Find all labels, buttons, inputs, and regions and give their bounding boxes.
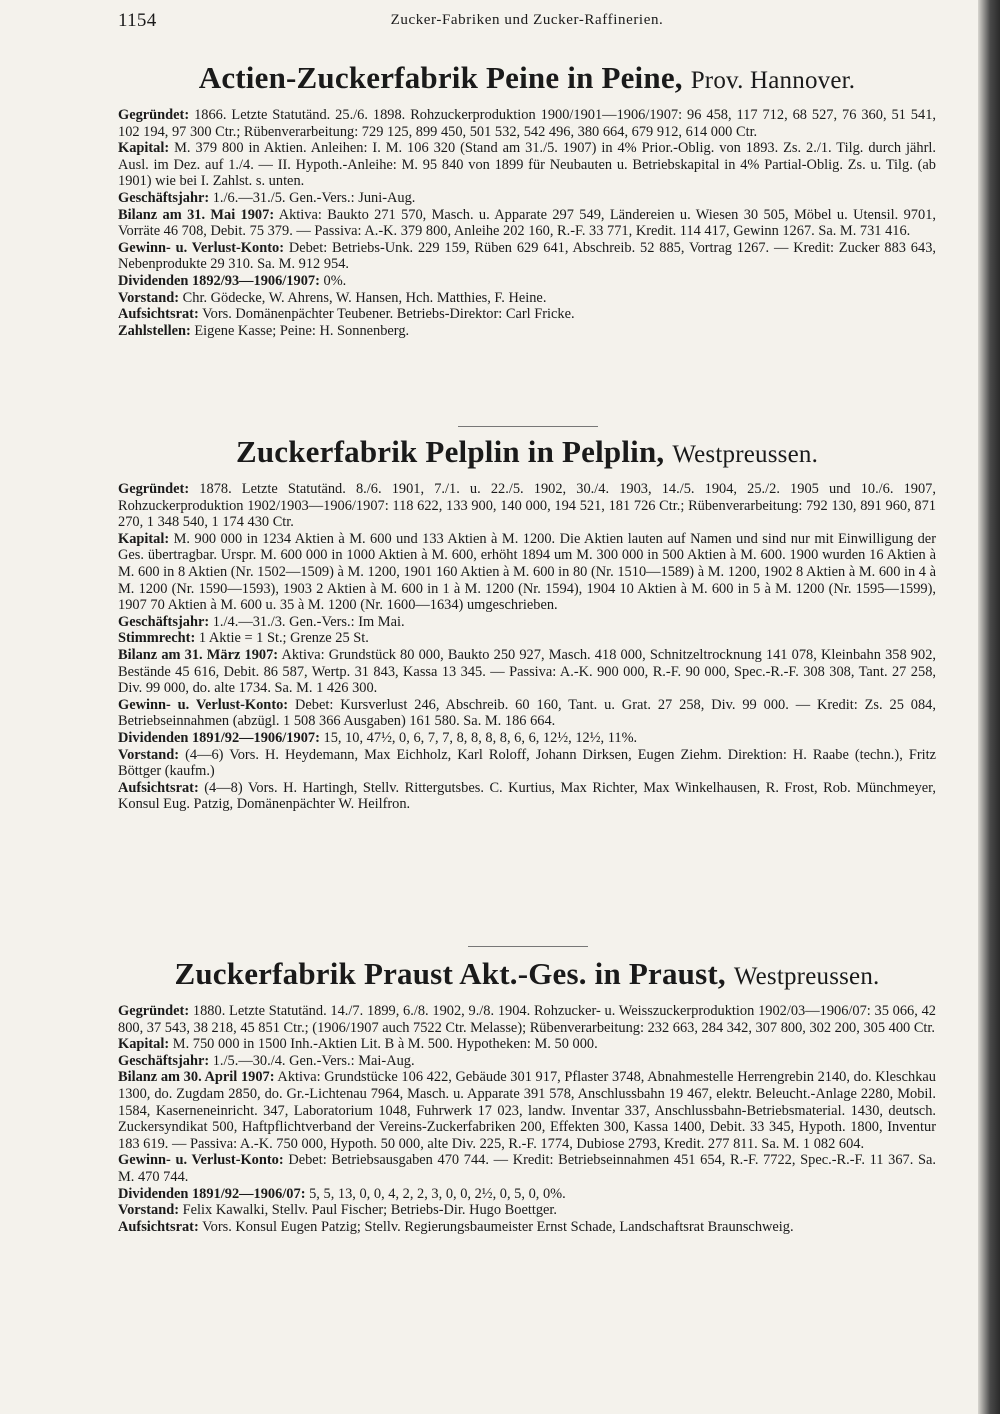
company-entry-peine: [118, 60, 936, 339]
entry-paragraph: [118, 1053, 936, 1070]
entry-paragraph: [118, 323, 936, 340]
paragraph-text: 1866. Letzte Statutänd. 25./6. 1898. Rohzuckerproduktion 1900/1901—1906/1907: 96 458, 117 712, 68 527, 76 360, 51 541, 102 194, 97 300 Ctr.; Rübenverarbeitung: 729 125, 899 450, 501 532, 542 496, 380 664, 679 912, 614 000 Ctr.: [118, 107, 936, 140]
paragraph-label: Zahlstellen:: [118, 322, 191, 339]
paragraph-label: Geschäftsjahr:: [118, 613, 210, 630]
paragraph-text: M. 750 000 in 1500 Inh.-Aktien Lit. B à M. 500. Hypotheken: M. 50 000.: [172, 1036, 598, 1053]
entry-paragraph: [118, 1186, 936, 1203]
paragraph-label: Kapital:: [118, 140, 170, 157]
section-divider: [468, 946, 588, 947]
paragraph-text: Debet: Betriebsausgaben 470 744. — Kredit: Betriebseinnahmen 451 654, R.-F. 7722, Spec.-R.-F. 11 367. Sa. M. 470 744.: [118, 1152, 936, 1185]
paragraph-label: Aufsichtsrat:: [118, 1218, 199, 1235]
paragraph-text: M. 900 000 in 1234 Aktien à M. 600 und 133 Aktien à M. 1200. Die Aktien lauten auf Namen und sind nur mit Einwilligung der Ges. übertragbar. Urspr. M. 600 000 in 1000 Aktien à M. 600, erhöht 1894 um M. 300 000 in 500 Aktien à M. 600. 1900 wurden 16 Aktien à M. 600 in 8 Aktien (Nr. 1502—1509) à M. 1200, 1901 160 Aktien à M. 600 in 80 (Nr. 1510—1589) à M. 1200, 1902 8 Aktien à M. 600 in 4 à M. 1200 (Nr. 1590—1593), 1903 2 Aktien à M. 600 in 1 à M. 1200 (Nr. 1594), 1904 10 Aktien à M. 600 in 5 à M. 1200 (Nr. 1595—1599), 1907 70 Aktien à M. 600 u. 35 à M. 1200 (Nr. 1600—1634) umgeschrieben.: [118, 530, 936, 614]
paragraph-text: Eigene Kasse; Peine: H. Sonnenberg.: [194, 322, 410, 339]
paragraph-label: Stimmrecht:: [118, 630, 196, 647]
paragraph-text: 1./5.—30./4. Gen.-Vers.: Mai-Aug.: [212, 1052, 415, 1069]
paragraph-text: 1./4.—31./3. Gen.-Vers.: Im Mai.: [212, 613, 405, 630]
document-page: [118, 0, 936, 1414]
company-entry-pelplin: [118, 434, 936, 813]
paragraph-text: M. 379 800 in Aktien. Anleihen: I. M. 106 320 (Stand am 31./5. 1907) in 4% Prior.-Oblig. von 1893. Zs. 2./1. Tilg. durch jährl. Ausl. im Dez. auf 1./4. — II. Hypoth.-Anleihe: M. 95 840 von 1899 für Neubauten u. Betriebskapital in 4% Partial-Oblig. Zs. u. Tilg. (ab 1901) wie bei I. Zahlst. s. unten.: [118, 140, 936, 190]
paragraph-label: Bilanz am 31. März 1907:: [118, 646, 279, 663]
entry-paragraph: [118, 1202, 936, 1219]
entry-title-main: Zuckerfabrik Praust Akt.-Ges. in Praust,: [174, 956, 726, 991]
paragraph-text: Chr. Gödecke, W. Ahrens, W. Hansen, Hch. Matthies, F. Heine.: [182, 289, 547, 306]
entry-paragraph: [118, 140, 936, 190]
paragraph-label: Aufsichtsrat:: [118, 779, 199, 796]
entry-paragraph: [118, 1219, 936, 1236]
paragraph-label: Dividenden 1892/93—1906/1907:: [118, 272, 320, 289]
page-header: [118, 10, 936, 40]
paragraph-label: Vorstand:: [118, 289, 180, 306]
paragraph-text: (4—8) Vors. H. Hartingh, Stellv. Rittergutsbes. C. Kurtius, Max Richter, Max Winkelhausen, R. Frost, Rob. Münchmeyer, Konsul Eug. Patzig, Domänenpächter W. Heilfron.: [118, 779, 936, 813]
paragraph-label: Vorstand:: [118, 1202, 180, 1219]
entry-paragraph: [118, 747, 936, 780]
paragraph-label: Geschäftsjahr:: [118, 1052, 210, 1069]
entry-title-region: Westpreussen.: [733, 963, 880, 990]
entry-title: [118, 434, 936, 473]
paragraph-text: Vors. Konsul Eugen Patzig; Stellv. Regierungsbaumeister Ernst Schade, Landschaftsrat Braunschweig.: [202, 1218, 794, 1235]
entry-title-main: Zuckerfabrik Pelplin in Pelplin,: [235, 434, 665, 469]
paragraph-text: 1 Aktie = 1 St.; Grenze 25 St.: [198, 630, 369, 647]
paragraph-label: Dividenden 1891/92—1906/07:: [118, 1185, 306, 1202]
scan-edge-shadow: [978, 0, 1000, 1414]
entry-paragraph: [118, 780, 936, 813]
company-entry-praust: [118, 956, 936, 1235]
paragraph-label: Geschäftsjahr:: [118, 189, 210, 206]
paragraph-text: 15, 10, 47½, 0, 6, 7, 7, 8, 8, 8, 8, 6, 6, 12½, 12½, 11%.: [323, 729, 638, 746]
entry-title-region: Westpreussen.: [672, 441, 819, 468]
paragraph-text: Vors. Domänenpächter Teubener. Betriebs-Direktor: Carl Fricke.: [202, 306, 575, 323]
entry-title: [118, 60, 936, 99]
entry-paragraph: [118, 190, 936, 207]
entry-title: [118, 956, 936, 995]
paragraph-text: (4—6) Vors. H. Heydemann, Max Eichholz, Karl Roloff, Johann Dirksen, Eugen Ziehm. Direktion: H. Raabe (techn.), Fritz Böttger (kaufm.): [118, 746, 936, 780]
paragraph-text: Aktiva: Grundstücke 106 422, Gebäude 301 917, Pflaster 3748, Abnahmestelle Herrengrebin 2140, do. Kleschkau 1300, do. Zugdam 2850, do. Gr.-Lichtenau 7964, Masch. u. Apparate 391 578, Anschlussbahn 19 467, elektr. Beleucht.-Anlage 2280, Mobil. 1584, Kaserneneinricht. 347, Laboratorium 1048, Fuhrwerk 17 023, landw. Inventar 337, Anschlussbahn-Betriebsmaterial. 1430, deutsch. Zuckersyndikat 500, Haftpflichtverband der Vereins-Zuckerfabriken 200, Effekten 300, Kassa 1400, Debit. 33 345, Hypoth. 1800, Inventur 183 619. — Passiva: A.-K. 750 000, Hypoth. 50 000, alte Div. 225, R.-F. 1774, Dubiose 2793, Kredit. 277 811. Sa. M. 1 082 604.: [118, 1069, 937, 1152]
paragraph-text: 0%.: [323, 272, 347, 289]
paragraph-label: Kapital:: [118, 530, 170, 547]
paragraph-label: Dividenden 1891/92—1906/1907:: [118, 729, 320, 746]
paragraph-label: Gewinn- u. Verlust-Konto:: [118, 696, 289, 713]
paragraph-label: Gewinn- u. Verlust-Konto:: [118, 1152, 284, 1169]
entry-paragraph: [118, 1003, 936, 1036]
entry-paragraph: [118, 531, 936, 614]
entry-paragraph: [118, 630, 936, 647]
entry-paragraph: [118, 481, 936, 531]
entry-paragraph: [118, 730, 936, 747]
entry-paragraph: [118, 207, 936, 240]
page-number: 1154: [118, 10, 157, 31]
entry-title-region: Prov. Hannover.: [690, 67, 856, 94]
paragraph-text: 5, 5, 13, 0, 0, 4, 2, 2, 3, 0, 0, 2½, 0, 5, 0, 0%.: [309, 1185, 566, 1202]
entry-paragraph: [118, 240, 936, 273]
paragraph-text: 1880. Letzte Statutänd. 14./7. 1899, 6./8. 1902, 9./8. 1904. Rohzucker- u. Weisszuckerproduktion 1902/03—1906/07: 35 066, 42 800, 37 543, 38 218, 45 851 Ctr.; (1906/1907 auch 7522 Ctr. Melasse); Rübenverarbeitung: 232 663, 284 342, 307 800, 302 200, 305 400 Ctr.: [118, 1003, 936, 1036]
paragraph-text: Debet: Kursverlust 246, Abschreib. 60 160, Tant. u. Grat. 27 258, Div. 99 000. — Kredit: Zs. 25 084, Betriebseinnahmen (abzügl. 1 508 366 Ausgaben) 161 580. Sa. M. 186 664.: [118, 696, 936, 730]
paragraph-label: Vorstand:: [118, 746, 180, 763]
entry-paragraph: [118, 290, 936, 307]
entry-paragraph: [118, 614, 936, 631]
entry-paragraph: [118, 273, 936, 290]
entry-paragraph: [118, 647, 936, 697]
entry-title-main: Actien-Zuckerfabrik Peine in Peine,: [198, 60, 683, 95]
section-divider: [458, 426, 598, 427]
paragraph-text: Debet: Betriebs-Unk. 229 159, Rüben 629 641, Abschreib. 52 885, Vortrag 1267. — Kredit: Zucker 883 643, Nebenprodukte 29 310. Sa. M. 912 954.: [118, 239, 936, 273]
paragraph-label: Kapital:: [118, 1036, 170, 1053]
paragraph-label: Gegründet:: [118, 1003, 190, 1019]
paragraph-text: Aktiva: Grundstück 80 000, Baukto 250 927, Masch. 418 000, Schnitzeltrocknung 141 078, Kleinbahn 358 902, Bestände 45 616, Debit. 86 587, Wertp. 31 843, Kassa 13 345. — Passiva: A.-K. 900 000, R.-F. 90 000, Spec.-R.-F. 308 308, Tant. 27 258, Div. 99 000, do. alte 1734. Sa. M. 1 426 300.: [118, 646, 936, 697]
entry-paragraph: [118, 1036, 936, 1053]
entry-paragraph: [118, 306, 936, 323]
paragraph-text: 1878. Letzte Statutänd. 8./6. 1901, 7./1. u. 22./5. 1902, 30./4. 1903, 14./5. 1904, 25./2. 1905 und 10./6. 1907, Rohzuckerproduktion 1902/1903—1906/1907: 118 622, 133 900, 140 000, 194 521, 181 726 Ctr.; Rübenverarbeitung: 792 130, 891 960, 871 270, 1 348 540, 1 174 430 Ctr.: [118, 481, 936, 531]
entry-paragraph: [118, 1069, 936, 1152]
paragraph-label: Gegründet:: [118, 107, 190, 123]
paragraph-label: Bilanz am 31. Mai 1907:: [118, 206, 275, 223]
paragraph-label: Gewinn- u. Verlust-Konto:: [118, 239, 284, 256]
paragraph-label: Bilanz am 30. April 1907:: [118, 1069, 275, 1086]
paragraph-label: Aufsichtsrat:: [118, 306, 199, 323]
entry-paragraph: [118, 697, 936, 730]
entry-paragraph: [118, 1152, 936, 1185]
paragraph-text: Felix Kawalki, Stellv. Paul Fischer; Betriebs-Dir. Hugo Boettger.: [182, 1202, 558, 1219]
paragraph-label: Gegründet:: [118, 481, 190, 497]
entry-paragraph: [118, 107, 936, 140]
paragraph-text: Aktiva: Baukto 271 570, Masch. u. Apparate 297 549, Ländereien u. Wiesen 30 505, Möbel u. Utensil. 9701, Vorräte 46 708, Debit. 75 379. — Passiva: A.-K. 379 800, Anleihe 202 160, R.-F. 33 771, Kredit. 114 417, Gewinn 1267. Sa. M. 731 416.: [118, 206, 936, 240]
running-title: Zucker-Fabriken und Zucker-Raffinerien.: [390, 12, 664, 28]
paragraph-text: 1./6.—31./5. Gen.-Vers.: Juni-Aug.: [212, 189, 416, 206]
